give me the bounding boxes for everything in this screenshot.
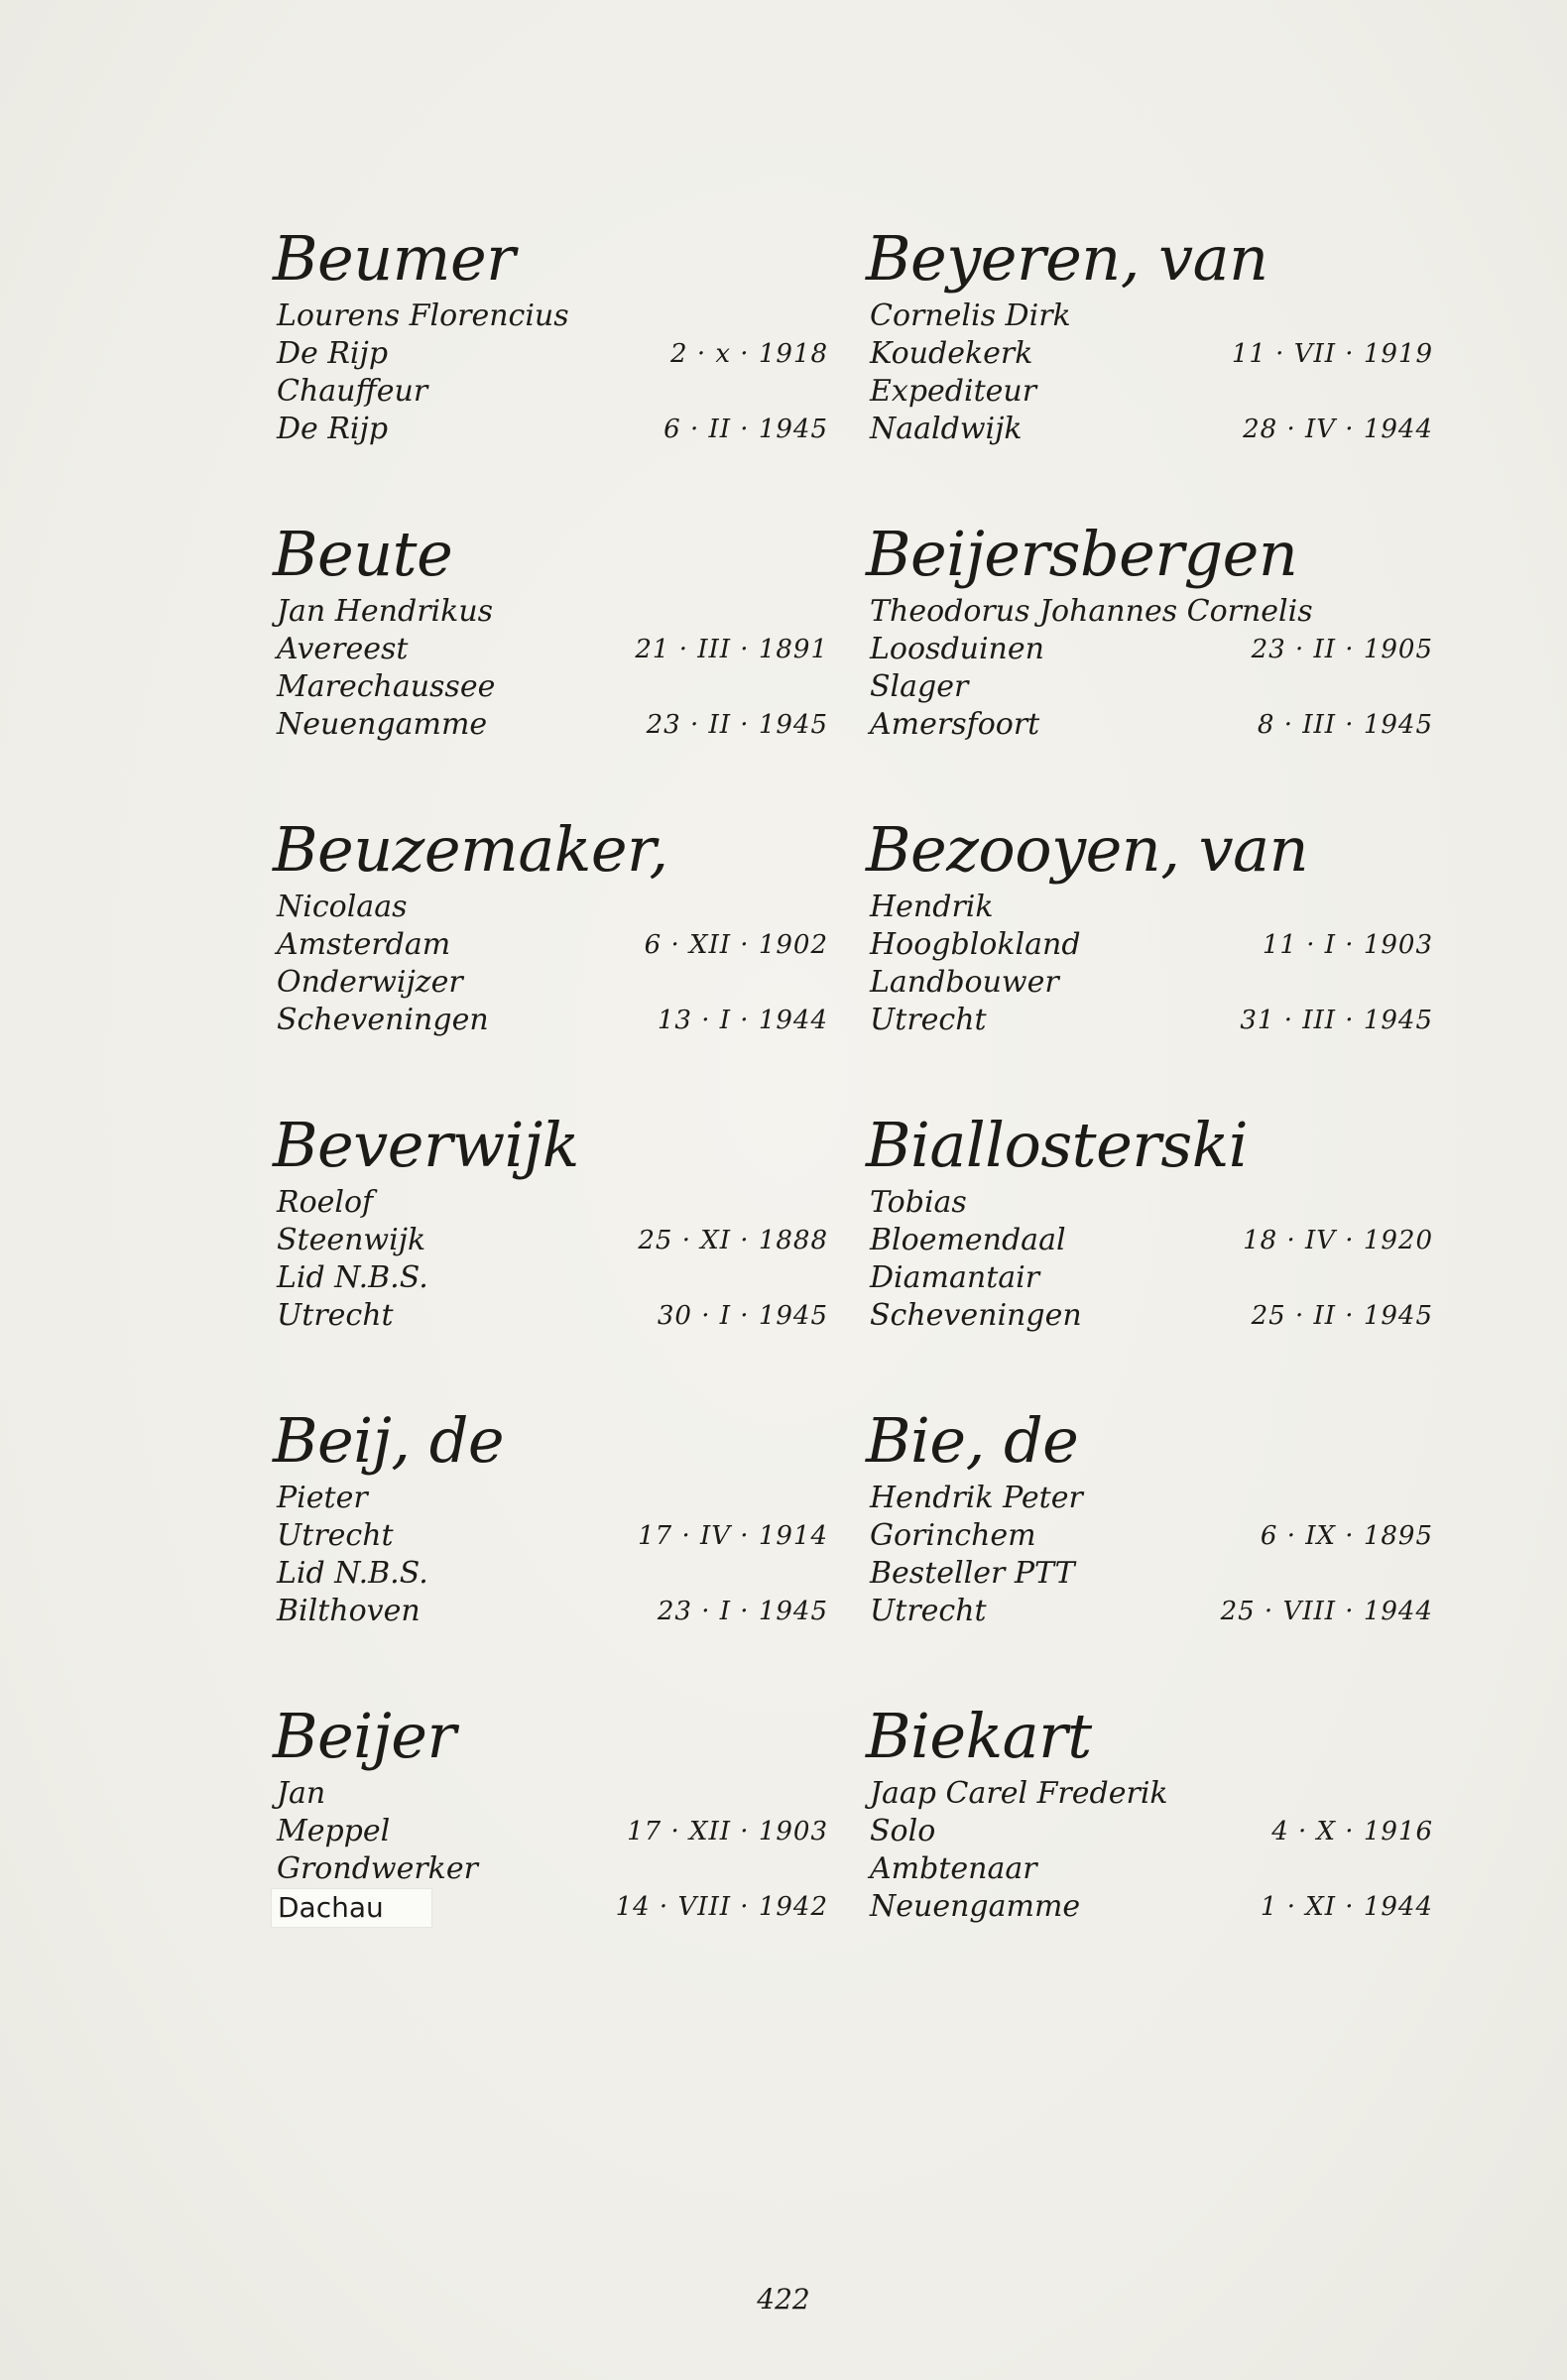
given-names-line bbox=[273, 1480, 828, 1517]
occupation: Expediteur bbox=[870, 374, 1037, 409]
birthdate: 18 · IV · 1920 bbox=[1243, 1226, 1433, 1255]
birth-line bbox=[866, 1222, 1433, 1259]
entry bbox=[273, 1045, 828, 1341]
birthdate: 25 · XI · 1888 bbox=[638, 1226, 828, 1255]
occupation-line bbox=[273, 1555, 828, 1593]
birthdate: 4 · X · 1916 bbox=[1271, 1817, 1433, 1846]
given-names-line bbox=[273, 593, 828, 631]
given-names: Jan Hendrikus bbox=[277, 594, 494, 629]
given-names: Hendrik bbox=[870, 890, 994, 924]
entry bbox=[866, 750, 1433, 1045]
occupation-line bbox=[866, 373, 1421, 411]
given-names: Pieter bbox=[277, 1481, 368, 1515]
deathdate: 28 · IV · 1944 bbox=[1243, 415, 1433, 444]
surname: Beumer bbox=[273, 222, 516, 295]
entry bbox=[866, 1341, 1433, 1636]
birthplace: Meppel bbox=[277, 1814, 391, 1848]
given-names-line bbox=[866, 1480, 1421, 1517]
occupation: Grondwerker bbox=[277, 1851, 478, 1886]
occupation-line bbox=[866, 964, 1421, 1002]
occupation: Besteller PTT bbox=[870, 1556, 1075, 1591]
given-names: Theodorus Johannes Cornelis bbox=[870, 594, 1313, 629]
deathplace: Naaldwijk bbox=[870, 412, 1023, 446]
given-names-line bbox=[273, 1775, 828, 1813]
birthplace: Koudekerk bbox=[870, 336, 1033, 371]
entry bbox=[273, 454, 828, 750]
occupation-line bbox=[273, 668, 828, 706]
birthdate: 2 · x · 1918 bbox=[670, 339, 828, 369]
deathplace: Utrecht bbox=[870, 1003, 987, 1037]
occupation: Ambtenaar bbox=[870, 1851, 1037, 1886]
deathdate: 1 · XI · 1944 bbox=[1260, 1892, 1433, 1922]
surname: Beyeren, van bbox=[866, 222, 1268, 295]
given-names: Cornelis Dirk bbox=[870, 298, 1071, 333]
given-names: Nicolaas bbox=[277, 890, 408, 924]
surname: Bie, de bbox=[866, 1404, 1079, 1477]
entry bbox=[866, 159, 1433, 454]
entry bbox=[866, 1636, 1433, 1932]
deathplace: Neuengamme bbox=[277, 707, 488, 742]
surname: Beijersbergen bbox=[866, 518, 1298, 590]
given-names: Roelof bbox=[277, 1185, 374, 1220]
birthplace: Avereest bbox=[277, 632, 409, 666]
birthdate: 23 · II · 1905 bbox=[1251, 635, 1433, 664]
occupation-line bbox=[273, 373, 828, 411]
birth-line bbox=[273, 926, 828, 964]
occupation-line bbox=[273, 964, 828, 1002]
deathdate: 8 · III · 1945 bbox=[1257, 710, 1433, 740]
birth-line bbox=[273, 631, 828, 668]
surname: Biekart bbox=[866, 1700, 1092, 1772]
left-column bbox=[273, 159, 828, 1932]
death-line bbox=[273, 1002, 828, 1039]
death-line bbox=[273, 706, 828, 744]
birth-line bbox=[273, 1813, 828, 1850]
occupation-line bbox=[866, 1259, 1421, 1297]
death-line bbox=[866, 1002, 1433, 1039]
given-names-line bbox=[866, 889, 1421, 926]
deathdate: 31 · III · 1945 bbox=[1240, 1006, 1433, 1035]
occupation-line bbox=[866, 1555, 1421, 1593]
entry bbox=[866, 1045, 1433, 1341]
given-names-line bbox=[273, 889, 828, 926]
birthplace: Steenwijk bbox=[277, 1223, 426, 1257]
occupation: Chauffeur bbox=[277, 374, 428, 409]
deathdate: 6 · II · 1945 bbox=[663, 415, 828, 444]
entry bbox=[273, 159, 828, 454]
given-names: Jan bbox=[277, 1776, 326, 1811]
birth-line bbox=[273, 1517, 828, 1555]
occupation: Onderwijzer bbox=[277, 965, 463, 1000]
entry bbox=[273, 1341, 828, 1636]
page-number: 422 bbox=[757, 2283, 810, 2316]
given-names-line bbox=[866, 298, 1421, 335]
deathplace: De Rijp bbox=[277, 412, 389, 446]
occupation-line bbox=[866, 668, 1421, 706]
surname: Biallosterski bbox=[866, 1109, 1249, 1181]
birthdate: 21 · III · 1891 bbox=[635, 635, 828, 664]
deathdate: 23 · II · 1945 bbox=[646, 710, 828, 740]
occupation-line bbox=[273, 1259, 828, 1297]
deathplace: Amersfoort bbox=[870, 707, 1040, 742]
entry bbox=[273, 750, 828, 1045]
given-names-line bbox=[866, 1775, 1421, 1813]
deathdate: 13 · I · 1944 bbox=[657, 1006, 828, 1035]
deathplace: Neuengamme bbox=[870, 1889, 1081, 1924]
right-column bbox=[866, 159, 1433, 1932]
given-names-line bbox=[866, 1184, 1421, 1222]
occupation: Slager bbox=[870, 669, 969, 704]
birthdate: 6 · IX · 1895 bbox=[1260, 1521, 1433, 1551]
birth-line bbox=[866, 926, 1433, 964]
deathdate: 30 · I · 1945 bbox=[657, 1301, 828, 1331]
birthdate: 17 · IV · 1914 bbox=[638, 1521, 828, 1551]
birthdate: 6 · XII · 1902 bbox=[644, 930, 828, 960]
given-names-line bbox=[273, 298, 828, 335]
birthplace: Hoogblokland bbox=[870, 927, 1081, 962]
birth-line bbox=[866, 631, 1433, 668]
death-line bbox=[273, 1297, 828, 1335]
death-line bbox=[866, 706, 1433, 744]
occupation-line bbox=[273, 1850, 828, 1888]
occupation-line bbox=[866, 1850, 1421, 1888]
occupation: Landbouwer bbox=[870, 965, 1059, 1000]
death-line bbox=[866, 1593, 1433, 1630]
death-line bbox=[866, 1297, 1433, 1335]
deathdate: 25 · II · 1945 bbox=[1251, 1301, 1433, 1331]
occupation: Diamantair bbox=[870, 1260, 1040, 1295]
deathplace: Dachau bbox=[271, 1888, 432, 1928]
birthplace: Amsterdam bbox=[277, 927, 451, 962]
birthplace: Solo bbox=[870, 1814, 936, 1848]
birthplace: De Rijp bbox=[277, 336, 389, 371]
birth-line bbox=[273, 1222, 828, 1259]
birth-line bbox=[273, 335, 828, 373]
occupation: Marechaussee bbox=[277, 669, 496, 704]
birthdate: 11 · I · 1903 bbox=[1262, 930, 1433, 960]
birthplace: Gorinchem bbox=[870, 1518, 1036, 1553]
given-names: Lourens Florencius bbox=[277, 298, 569, 333]
given-names-line bbox=[273, 1184, 828, 1222]
given-names: Tobias bbox=[870, 1185, 967, 1220]
surname: Bezooyen, van bbox=[866, 813, 1309, 886]
given-names-line bbox=[866, 593, 1421, 631]
birthplace: Bloemendaal bbox=[870, 1223, 1066, 1257]
birth-line bbox=[866, 1813, 1433, 1850]
death-line bbox=[273, 1888, 828, 1926]
death-line bbox=[866, 411, 1433, 448]
given-names: Jaap Carel Frederik bbox=[870, 1776, 1168, 1811]
birth-line bbox=[866, 335, 1433, 373]
occupation: Lid N.B.S. bbox=[277, 1260, 428, 1295]
deathplace: Utrecht bbox=[277, 1298, 394, 1333]
birthdate: 11 · VII · 1919 bbox=[1231, 339, 1433, 369]
surname: Beij, de bbox=[273, 1404, 505, 1477]
occupation: Lid N.B.S. bbox=[277, 1556, 428, 1591]
entry bbox=[866, 454, 1433, 750]
deathplace-patch bbox=[277, 1888, 432, 1928]
deathdate: 23 · I · 1945 bbox=[657, 1597, 828, 1626]
birthplace: Utrecht bbox=[277, 1518, 394, 1553]
deathplace: Utrecht bbox=[870, 1594, 987, 1628]
death-line bbox=[866, 1888, 1433, 1926]
deathplace: Scheveningen bbox=[870, 1298, 1082, 1333]
entry bbox=[273, 1636, 828, 1932]
birthplace: Loosduinen bbox=[870, 632, 1044, 666]
surname: Beijer bbox=[273, 1700, 456, 1772]
birth-line bbox=[866, 1517, 1433, 1555]
deathdate: 14 · VIII · 1942 bbox=[615, 1892, 828, 1922]
birthdate: 17 · XII · 1903 bbox=[627, 1817, 828, 1846]
surname: Beuzemaker, bbox=[273, 813, 668, 886]
given-names: Hendrik Peter bbox=[870, 1481, 1083, 1515]
surname: Beute bbox=[273, 518, 453, 590]
death-line bbox=[273, 411, 828, 448]
surname: Beverwijk bbox=[273, 1109, 579, 1181]
deathplace: Bilthoven bbox=[277, 1594, 421, 1628]
death-line bbox=[273, 1593, 828, 1630]
deathplace: Scheveningen bbox=[277, 1003, 489, 1037]
deathdate: 25 · VIII · 1944 bbox=[1220, 1597, 1433, 1626]
